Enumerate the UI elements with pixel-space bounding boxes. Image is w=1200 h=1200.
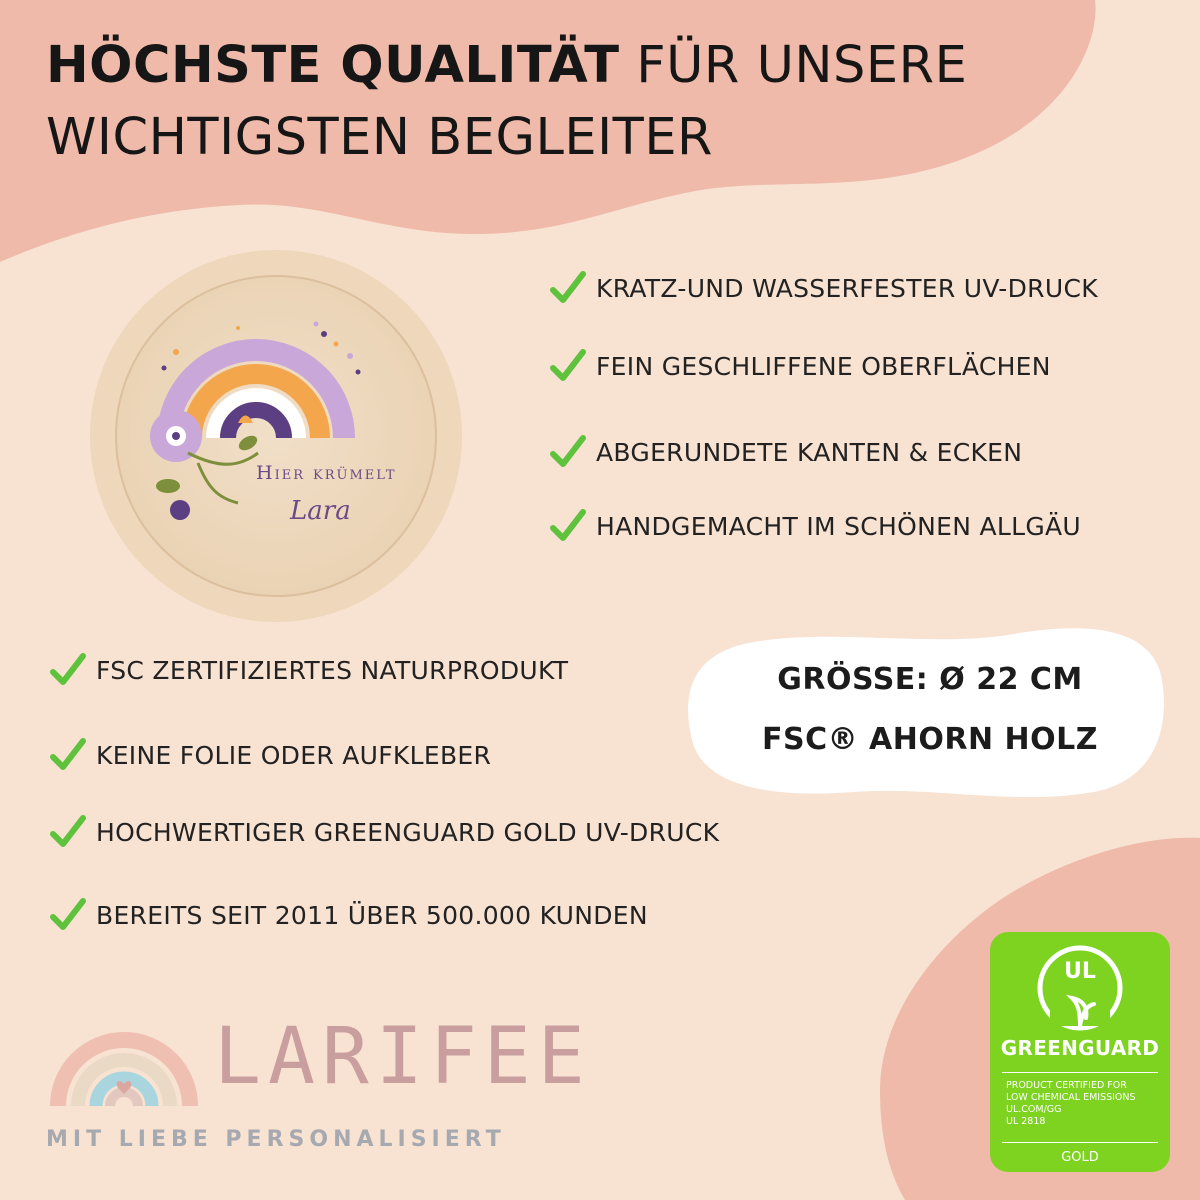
check-icon [48,650,88,690]
headline-line2: WICHTIGSTEN BEGLEITER [46,108,713,167]
badge-text-block [1006,1080,1136,1128]
badge-level: GOLD [1061,1150,1099,1165]
feature-right-1 [548,268,1098,308]
info-size: GRÖSSE: Ø 22 CM [777,662,1083,697]
headline-rest: FÜR UNSERE [619,36,968,95]
check-icon [48,735,88,775]
feature-right-2 [548,346,1051,386]
info-blob-shape [684,620,1174,800]
check-icon [548,346,588,386]
plate-text-name: Lara [290,496,351,526]
feature-label: ABGERUNDETE KANTEN & ECKEN [596,437,1023,467]
badge-line: LOW CHEMICAL EMISSIONS [1006,1092,1136,1103]
check-icon [548,268,588,308]
check-icon [48,812,88,852]
feature-left-2 [48,735,491,775]
brand-name: LARIFEE [214,1012,592,1102]
brand-tagline: MIT LIEBE PERSONALISIERT [46,1127,506,1152]
feature-label: BEREITS SEIT 2011 ÜBER 500.000 KUNDEN [96,900,648,930]
badge-line: UL 2818 [1006,1116,1046,1127]
plate-text-line1: Hier krümelt [256,462,397,484]
ul-leaf-icon [990,936,1170,1036]
badge-line: PRODUCT CERTIFIED FOR [1006,1080,1127,1091]
feature-label: FEIN GESCHLIFFENE OBERFLÄCHEN [596,351,1051,381]
larifee-rainbow-logo [44,1000,204,1110]
feature-left-4 [48,895,648,935]
badge-line: UL.COM/GG [1006,1104,1062,1115]
badge-divider-bottom [1002,1142,1158,1143]
feature-left-3 [48,812,719,852]
feature-label: HOCHWERTIGER GREENGUARD GOLD UV-DRUCK [96,817,720,847]
wooden-plate-image [88,248,464,624]
feature-label: HANDGEMACHT IM SCHÖNEN ALLGÄU [596,511,1081,541]
feature-right-4 [548,506,1081,546]
info-material: FSC® AHORN HOLZ [761,722,1099,757]
badge-divider-top [1002,1072,1158,1073]
feature-right-3 [548,432,1022,472]
page-headline [46,30,967,174]
feature-left-1 [48,650,568,690]
headline-bold: HÖCHSTE QUALITÄT [46,36,620,95]
badge-title: GREENGUARD [1000,1036,1160,1060]
check-icon [548,506,588,546]
feature-label: FSC ZERTIFIZIERTES NATURPRODUKT [96,655,569,685]
feature-label: KRATZ-UND WASSERFESTER UV-DRUCK [596,273,1098,303]
check-icon [548,432,588,472]
ul-mark: UL [1064,959,1096,984]
feature-label: KEINE FOLIE ODER AUFKLEBER [96,740,492,770]
greenguard-gold-badge [990,932,1170,1172]
check-icon [48,895,88,935]
